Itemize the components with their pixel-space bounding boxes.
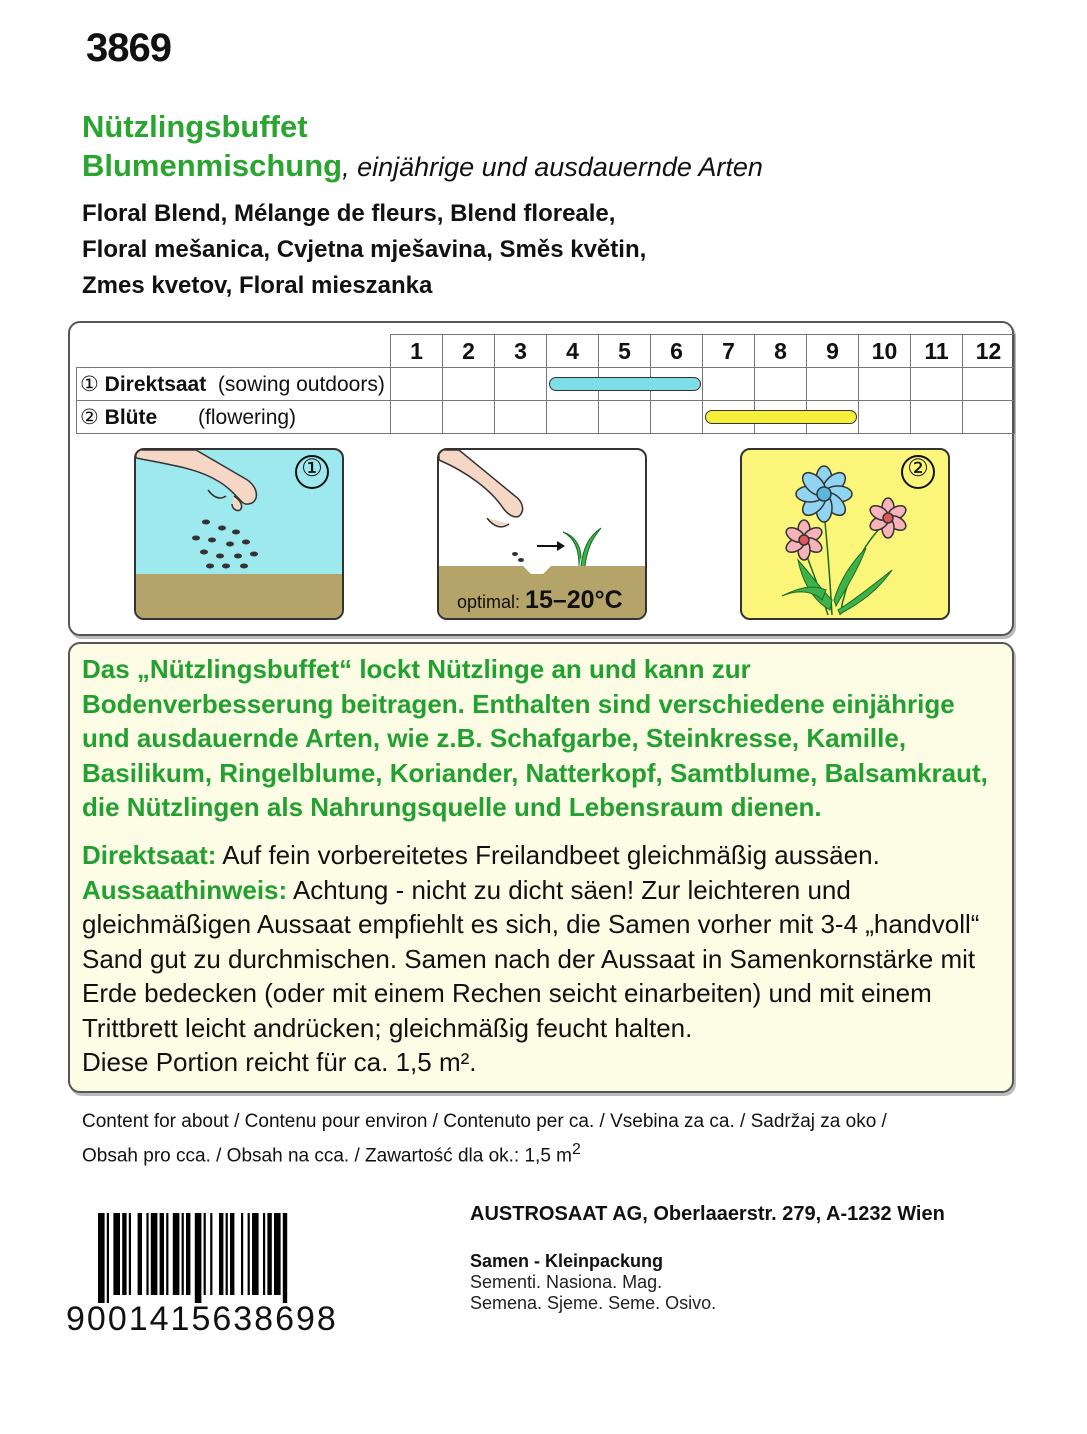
month-header: 11 [911, 335, 963, 368]
step-badge: ② [907, 455, 929, 482]
content-line-text: Obsah pro cca. / Obsah na cca. / Zawartość dla ok.: 1,5 m [82, 1145, 573, 1167]
description-text: Das „Nützlingsbuffet“ lockt Nützlinge an und kann zur Bodenverbesserung beitragen. Enthalten sind verschiedene einjährige und ausdauernde Arten, wie z.B. Schafgarbe, Steinkresse, Kamille, Basilikum, Ringelblume, Koriander, Natterkopf, Samtblume, Balsamkraut, die Nützlingen als Nahrungsquelle und Lebensraum dienen. [82, 654, 988, 822]
month-header: 5 [599, 335, 651, 368]
temperature-value: 15–20°C [525, 586, 623, 614]
step-badge: ① [301, 455, 323, 482]
content-line: Content for about / Contenu pour environ / Contenuto per ca. / Vsebina za ca. / Sadržaj za oko / [82, 1111, 887, 1132]
product-subtitle [82, 148, 763, 184]
optimal-label: optimal: [457, 592, 521, 612]
month-header: 2 [443, 335, 495, 368]
row-note: (sowing outdoors) [217, 372, 385, 396]
company-address: AUSTROSAAT AG, Oberlaaerstr. 279, A-1232 Wien [470, 1203, 945, 1225]
package-type-translations-2: Semena. Sjeme. Seme. Osivo. [470, 1293, 717, 1313]
portion-text: Diese Portion reicht für ca. 1,5 m². [82, 1047, 477, 1077]
product-code: 3869 [86, 26, 171, 70]
barcode-number: 9001415638698 [66, 1300, 338, 1338]
month-header: 8 [755, 335, 807, 368]
flowering-illustration [740, 448, 950, 620]
content-amount [82, 1108, 887, 1170]
row-label: Direktsaat [104, 372, 207, 396]
month-header: 6 [651, 335, 703, 368]
sowing-illustration [134, 448, 344, 620]
translation-line: Floral Blend, Mélange de fleurs, Blend floreale, [82, 200, 616, 227]
translation-line: Floral mešanica, Cvjetna mješavina, Směs květin, [82, 236, 647, 263]
row-bluete [77, 401, 391, 434]
month-header: 1 [391, 335, 443, 368]
month-header: 9 [807, 335, 859, 368]
unit-superscript: 2 [572, 1141, 581, 1158]
germination-illustration [437, 448, 647, 620]
content-line-2 [82, 1136, 887, 1170]
row-number: ② [80, 405, 99, 429]
month-header: 12 [963, 335, 1015, 368]
product-title: Nützlingsbuffet [82, 109, 308, 144]
instructions-text [82, 838, 1002, 1080]
month-header: 10 [859, 335, 911, 368]
sowing-calendar [76, 334, 1015, 434]
month-header: 3 [495, 335, 547, 368]
flowering-period-bar [705, 410, 857, 424]
package-type-translations: Sementi. Nasiona. Mag. [470, 1272, 663, 1292]
optimal-temperature [457, 586, 623, 615]
barcode-icon [98, 1213, 438, 1303]
direktsaat-label: Direktsaat: [82, 840, 217, 870]
subtitle-rest: , einjährige und ausdauernde Arten [342, 152, 763, 182]
row-number: ① [80, 372, 99, 396]
row-direktsaat [77, 368, 391, 401]
aussaathinweis-text: Achtung - nicht zu dicht säen! Zur leichteren und gleichmäßigen Aussaat empfiehlt es sich, die Samen vorher mit 3-4 „handvoll“ Sand gut zu durchmischen. Samen nach der Aussaat in Samenkornstärke mit Erde bedecken (oder mit einem Rechen seicht einarbeiten) und mit einem Trittbrett leicht andrücken; gleichmäßig feucht halten. [82, 874, 980, 1043]
aussaathinweis-label: Aussaathinweis: [82, 874, 288, 905]
package-type: Samen - Kleinpackung [470, 1251, 664, 1271]
translation-line: Zmes kvetov, Floral mieszanka [82, 272, 433, 299]
subtitle-bold: Blumenmischung [82, 148, 343, 183]
month-header: 7 [703, 335, 755, 368]
month-header: 4 [547, 335, 599, 368]
direktsaat-text: Auf fein vorbereitetes Freilandbeet gleichmäßig aussäen. [216, 840, 880, 870]
sowing-period-bar [549, 377, 701, 391]
row-note: (flowering) [198, 405, 297, 429]
row-label: Blüte [104, 405, 158, 429]
